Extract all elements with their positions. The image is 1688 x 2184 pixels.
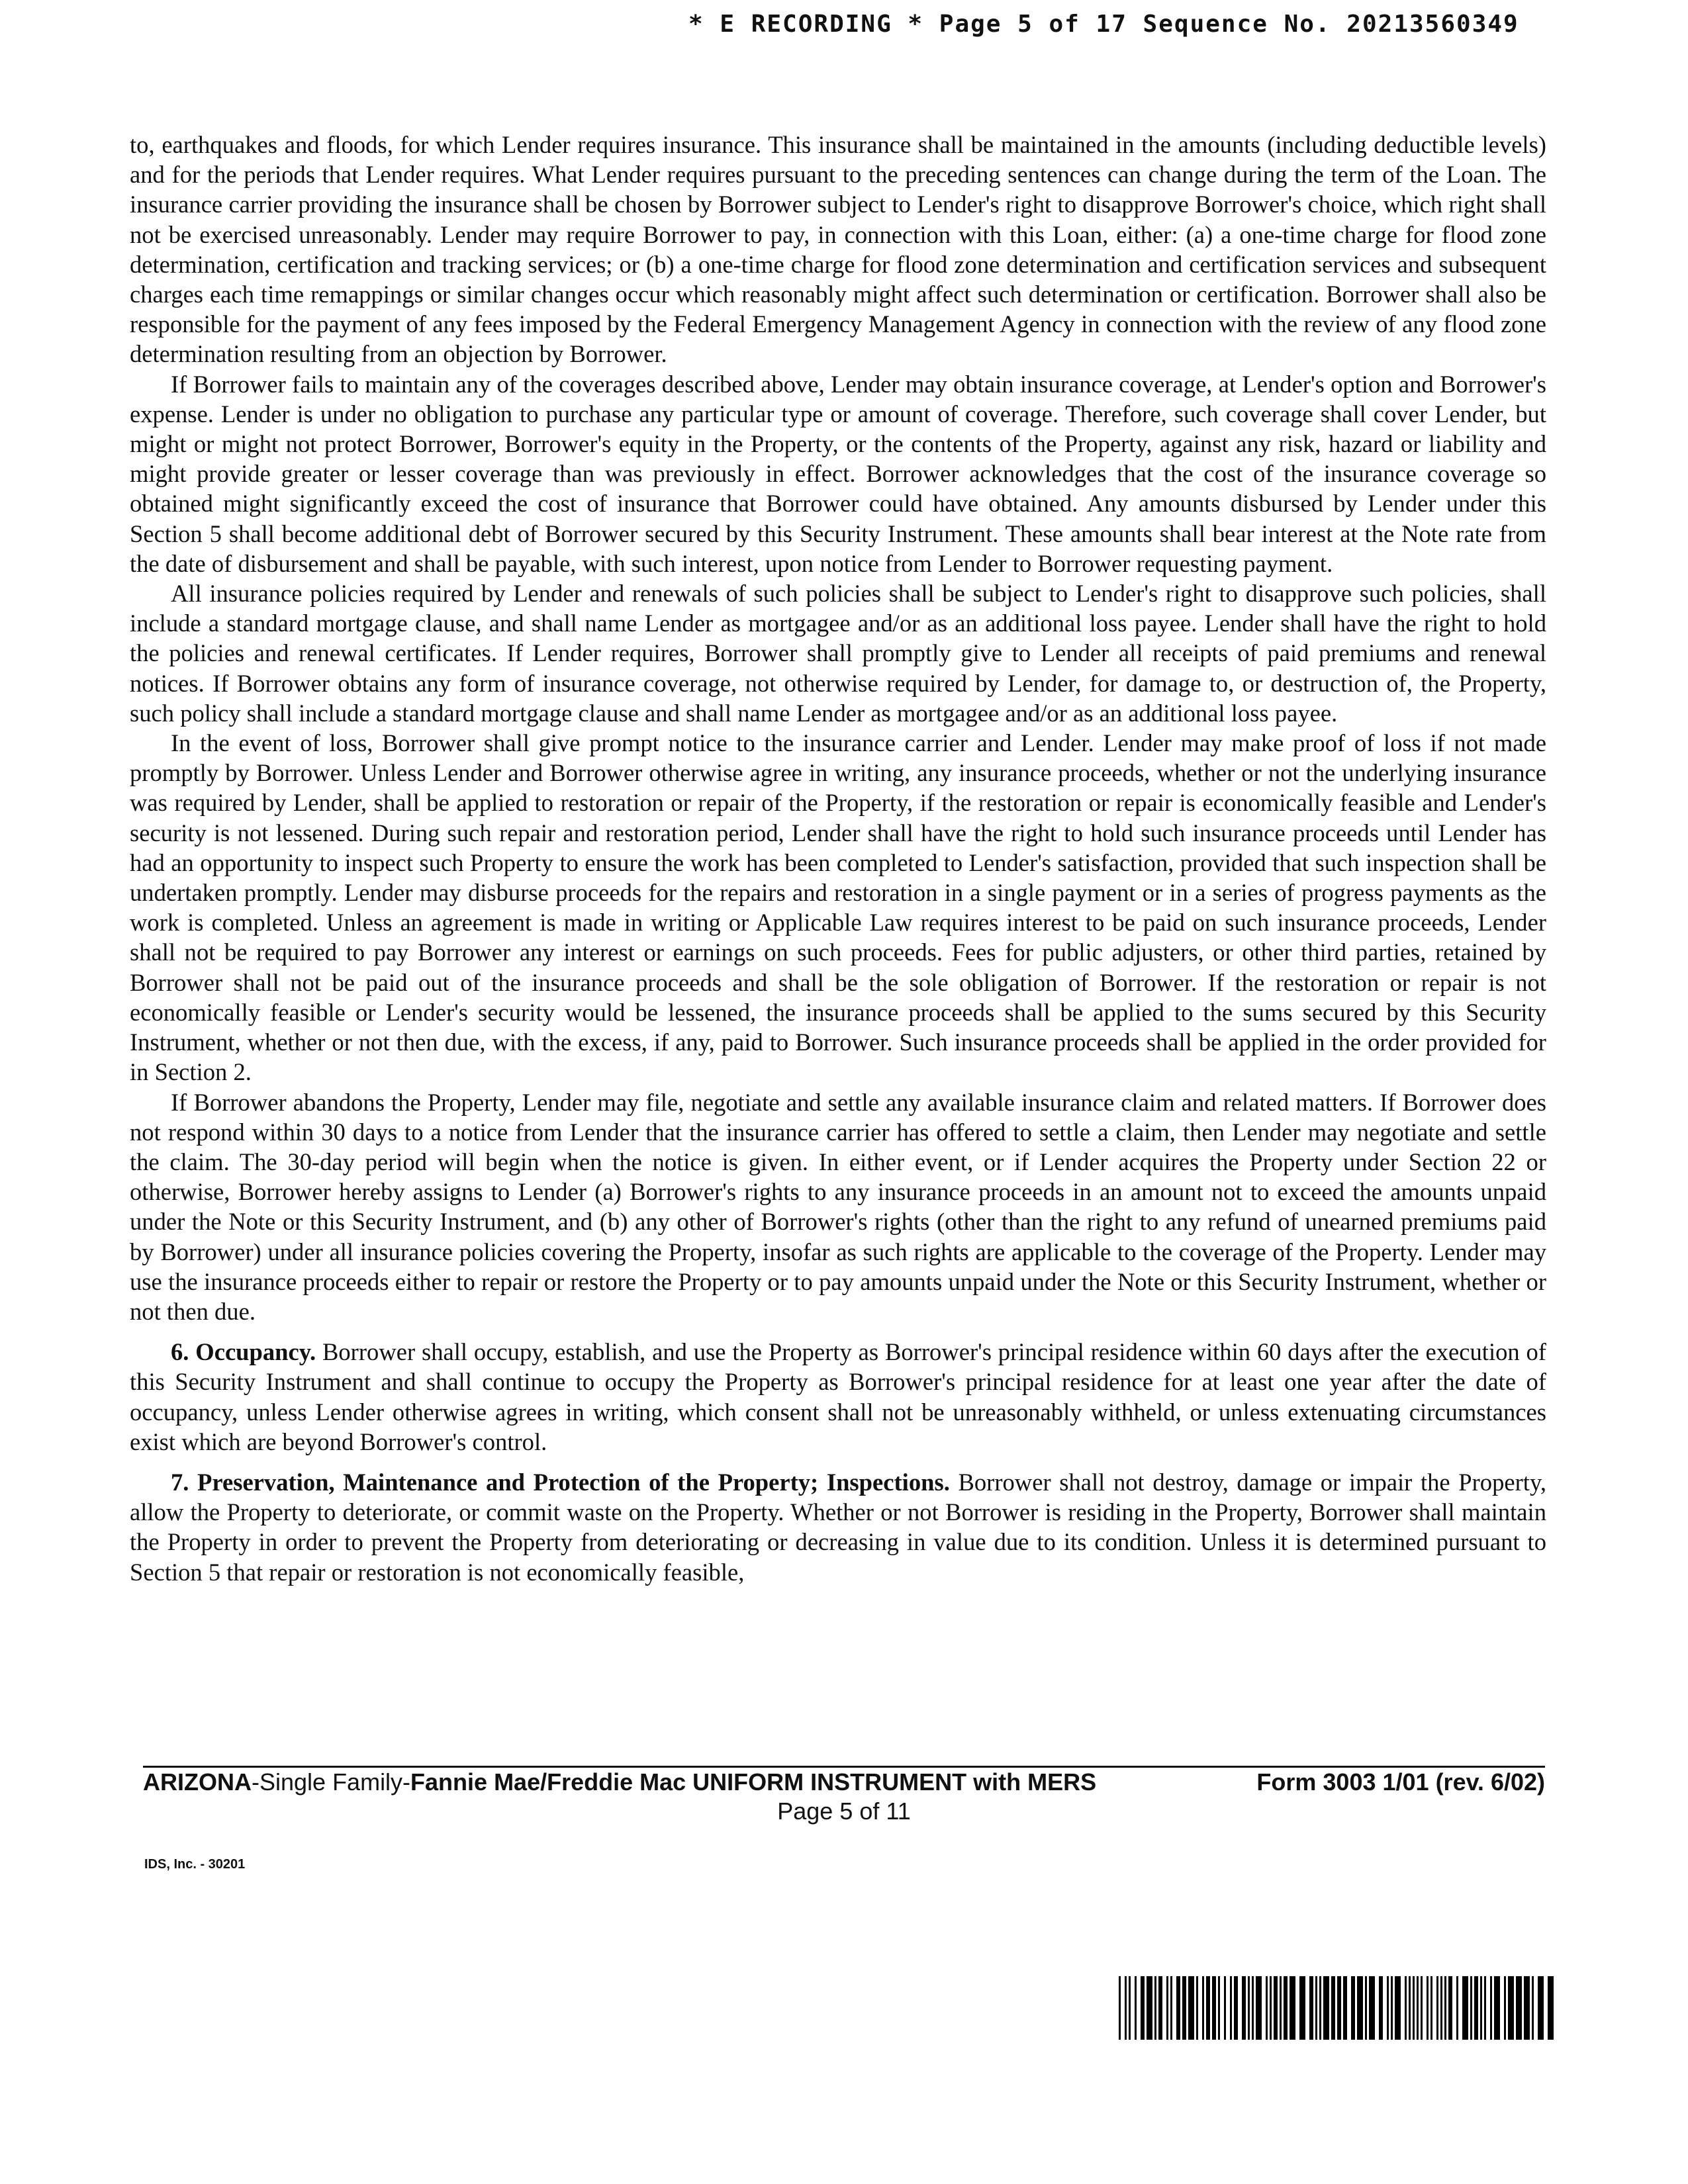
barcode-bar: [1421, 1976, 1423, 2040]
barcode-bar: [1504, 1976, 1506, 2040]
barcode-bar: [1456, 1976, 1458, 2040]
section-7-heading: 7. Preservation, Maintenance and Protection of the Property; Inspections.: [171, 1468, 950, 1496]
footer-instrument: Fannie Mae/Freddie Mac UNIFORM INSTRUMENT with MERS: [410, 1768, 1097, 1796]
barcode-bar: [1490, 1976, 1492, 2040]
barcode-bar: [1309, 1976, 1313, 2040]
barcode-bar: [1427, 1976, 1429, 2040]
section-7-text: Borrower shall not destroy, damage or impair the Property, allow the Property to deteriorate, or commit waste on the Property. Whether or not Borrower is residing in the Property, Borrower shall maintain the Property in order to prevent the Property from deteriorating or decreasing in value due to its condition. Unless it is determined pursuant to Section 5 that repair or restoration is not economically feasible,: [130, 1468, 1546, 1586]
barcode-bar: [1365, 1976, 1367, 2040]
barcode-bar: [1538, 1976, 1544, 2040]
barcode-bar: [1409, 1976, 1411, 2040]
ids-label: IDS, Inc. - 30201: [144, 1857, 246, 1872]
barcode-bar: [1266, 1976, 1268, 2040]
barcode-bar: [1256, 1976, 1262, 2040]
barcode-bar: [1484, 1976, 1486, 2040]
barcode-bar: [1154, 1976, 1156, 2040]
barcode-bar: [1417, 1976, 1419, 2040]
footer-divider: [143, 1766, 1545, 1768]
barcode-bar: [1337, 1976, 1341, 2040]
barcode-bar: [1242, 1976, 1246, 2040]
barcode-bar: [1351, 1976, 1355, 2040]
paragraph-abandonment: If Borrower abandons the Property, Lender may file, negotiate and settle any available insurance claim and related matters. If Borrower does not respond within 30 days to a notice from Lender that the insurance carrier has offered to settle a claim, then Lender may negotiate and settle the claim. The 30-day period will begin when the notice is given. In either event, or if Lender acquires the Property under Section 22 or otherwise, Borrower hereby assigns to Lender (a) Borrower's rights to any insurance proceeds in an amount not to exceed the amounts unpaid under the Note or this Security Instrument, and (b) any other of Borrower's rights (other than the right to any refund of unearned premiums paid by Borrower) under all insurance policies covering the Property, insofar as such rights are applicable to the coverage of the Property. Lender may use the insurance proceeds either to repair or restore the Property or to pay amounts unpaid under the Note or this Security Instrument, whether or not then due.: [130, 1088, 1546, 1325]
paragraph-lender-coverage: If Borrower fails to maintain any of the coverages described above, Lender may obtain insurance coverage, at Lender's option and Borrower's expense. Lender is under no obligation to purchase any particular type or amount of coverage. Therefore, such coverage shall cover Lender, but might or might not protect Borrower, Borrower's equity in the Property, or the contents of the Property, against any risk, hazard or liability and might provide greater or lesser coverage than was previously in effect. Borrower acknowledges that the cost of the insurance coverage so obtained might significantly exceed the cost of insurance that Borrower could have obtained. Any amounts disbursed by Lender under this Section 5 shall become additional debt of Borrower secured by this Security Instrument. These amounts shall bear interest at the Note rate from the date of disbursement and shall be payable, with such interest, upon notice from Lender to Borrower requesting payment.: [130, 370, 1546, 577]
barcode-bar: [1470, 1976, 1472, 2040]
barcode-bar: [1369, 1976, 1375, 2040]
barcode-bar: [1202, 1976, 1204, 2040]
barcode-bar: [1212, 1976, 1216, 2040]
barcode-bar: [1196, 1976, 1198, 2040]
barcode-bar: [1548, 1976, 1554, 2040]
barcode-bar: [1176, 1976, 1180, 2040]
section-6-heading: 6. Occupancy.: [171, 1338, 316, 1366]
barcode-bar: [1125, 1976, 1127, 2040]
barcode-bar: [1141, 1976, 1145, 2040]
barcode-bar: [1444, 1976, 1446, 2040]
barcode-bar: [1319, 1976, 1321, 2040]
barcode-bar: [1188, 1976, 1194, 2040]
barcode-bar: [1230, 1976, 1232, 2040]
barcode-bar: [1516, 1976, 1522, 2040]
barcode-bar: [1436, 1976, 1438, 2040]
barcode-bar: [1289, 1976, 1295, 2040]
barcode-bar: [1462, 1976, 1468, 2040]
barcode-bar: [1270, 1976, 1272, 2040]
barcode-bar: [1474, 1976, 1478, 2040]
section-7-preservation: [130, 1467, 1546, 1587]
barcode-bar: [1224, 1976, 1226, 2040]
barcode-bar: [1280, 1976, 1282, 2040]
barcode-bar: [1480, 1976, 1482, 2040]
footer-form-number: Form 3003 1/01 (rev. 6/02): [1256, 1768, 1545, 1796]
barcode-bar: [1357, 1976, 1363, 2040]
barcode-bar: [1158, 1976, 1162, 2040]
paragraph-insurance-continued: to, earthquakes and floods, for which Lender requires insurance. This insurance shall be maintained in the amounts (including deductible levels) and for the periods that Lender requires. What Lender requires pursuant to the preceding sentences can change during the term of the Loan. The insurance carrier providing the insurance shall be chosen by Borrower subject to Lender's right to disapprove Borrower's choice, which right shall not be exercised unreasonably. Lender may require Borrower to pay, in connection with this Loan, either: (a) a one-time charge for flood zone determination, certification and tracking services; or (b) a one-time charge for flood zone determination and certification services and subsequent charges each time remappings or similar changes occur which reasonably might affect such determination or certification. Borrower shall also be responsible for the payment of any fees imposed by the Federal Emergency Management Agency in connection with the review of any flood zone determination resulting from an objection by Borrower.: [130, 131, 1546, 368]
barcode-bar: [1430, 1976, 1432, 2040]
barcode-bar: [1508, 1976, 1514, 2040]
barcode-bar: [1331, 1976, 1335, 2040]
barcode-bar: [1323, 1976, 1329, 2040]
barcode-bar: [1274, 1976, 1278, 2040]
barcode-bar: [1440, 1976, 1442, 2040]
barcode-bar: [1524, 1976, 1530, 2040]
barcode: [1119, 1976, 1556, 2040]
barcode-bar: [1448, 1976, 1452, 2040]
barcode-bar: [1119, 1976, 1121, 2040]
barcode-bar: [1218, 1976, 1220, 2040]
barcode-bar: [1284, 1976, 1288, 2040]
barcode-bar: [1532, 1976, 1534, 2040]
barcode-bar: [1182, 1976, 1186, 2040]
barcode-bar: [1413, 1976, 1415, 2040]
barcode-bar: [1299, 1976, 1305, 2040]
barcode-bar: [1147, 1976, 1152, 2040]
barcode-bar: [1234, 1976, 1238, 2040]
barcode-bar: [1494, 1976, 1500, 2040]
barcode-bar: [1170, 1976, 1172, 2040]
footer-family: -Single Family-: [252, 1768, 411, 1796]
barcode-bar: [1248, 1976, 1250, 2040]
barcode-bar: [1387, 1976, 1389, 2040]
paragraph-insurance-policies: All insurance policies required by Lender and renewals of such policies shall be subject to Lender's right to disapprove such policies, shall include a standard mortgage clause, and shall name Lender as mortgagee and/or as an additional loss payee. Lender shall have the right to hold the policies and renewal certificates. If Lender requires, Borrower shall promptly give to Lender all receipts of paid premiums and renewal notices. If Borrower obtains any form of insurance coverage, not otherwise required by Lender, for damage to, or destruction of, the Property, such policy shall include a standard mortgage clause and shall name Lender as mortgagee and/or as an additional loss payee.: [130, 580, 1546, 727]
footer-state: ARIZONA: [143, 1768, 252, 1796]
paragraph-event-of-loss: In the event of loss, Borrower shall give prompt notice to the insurance carrier and Lender. Lender may make proof of loss if not made promptly by Borrower. Unless Lender and Borrower otherwise agree in writing, any insurance proceeds, whether or not the underlying insurance was required by Lender, shall be applied to restoration or repair of the Property, if the restoration or repair is economically feasible and Lender's security is not lessened. During such repair and restoration period, Lender shall have the right to hold such insurance proceeds until Lender has had an opportunity to inspect such Property to ensure the work has been completed to Lender's satisfaction, provided that such inspection shall be undertaken promptly. Lender may disburse proceeds for the repairs and restoration in a single payment or in a series of progress payments as the work is completed. Unless an agreement is made in writing or Applicable Law requires interest to be paid on such insurance proceeds, Lender shall not be required to pay Borrower any interest or earnings on such proceeds. Fees for public adjusters, or other third parties, retained by Borrower shall not be paid out of the insurance proceeds and shall be the sole obligation of Borrower. If the restoration or repair is not economically feasible or Lender's security would be lessened, the insurance proceeds shall be applied to the sums secured by this Security Instrument, whether or not then due, with the excess, if any, paid to Borrower. Such insurance proceeds shall be applied in the order provided for in Section 2.: [130, 729, 1546, 1086]
barcode-bar: [1405, 1976, 1407, 2040]
barcode-bar: [1129, 1976, 1131, 2040]
barcode-bar: [1379, 1976, 1383, 2040]
barcode-bar: [1391, 1976, 1393, 2040]
barcode-bar: [1206, 1976, 1210, 2040]
barcode-bar: [1343, 1976, 1347, 2040]
barcode-bar: [1315, 1976, 1317, 2040]
barcode-bar: [1395, 1976, 1401, 2040]
barcode-bar: [1166, 1976, 1168, 2040]
section-6-text: Borrower shall occupy, establish, and use the Property as Borrower's principal residence within 60 days after the execution of this Security Instrument and shall continue to occupy the Property as Borrower's principal residence for at least one year after the date of occupancy, unless Lender otherwise agrees in writing, which consent shall not be unreasonably withheld, or unless extenuating circumstances exist which are beyond Borrower's control.: [130, 1338, 1546, 1455]
page-number: Page 5 of 11: [777, 1797, 911, 1825]
barcode-bar: [1252, 1976, 1254, 2040]
section-6-occupancy: [130, 1337, 1546, 1457]
document-body: [130, 130, 1546, 1587]
barcode-bar: [1135, 1976, 1137, 2040]
recording-header: * E RECORDING * Page 5 of 17 Sequence No. 20213560349: [688, 11, 1519, 38]
